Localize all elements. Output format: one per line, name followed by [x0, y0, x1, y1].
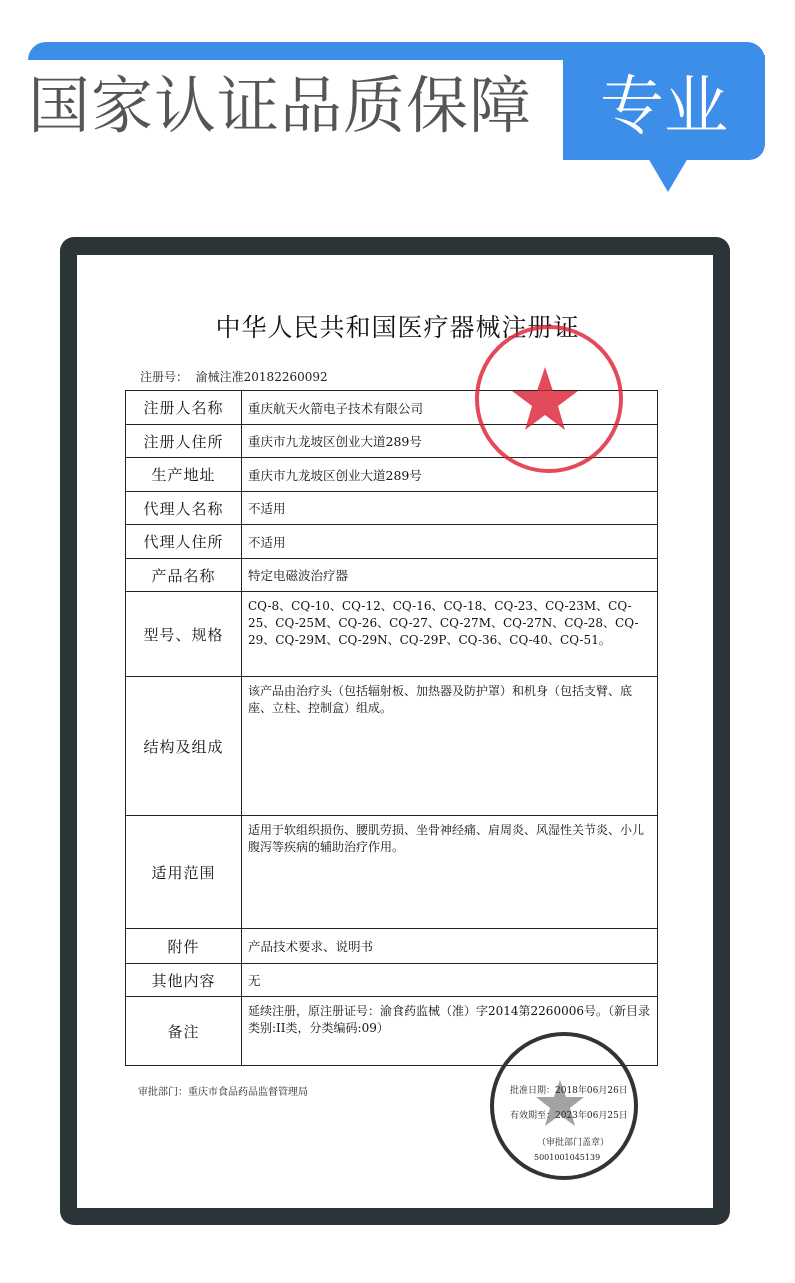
reg-label: 注册号： — [140, 370, 189, 384]
seal-code: 5001001045139 — [534, 1153, 601, 1162]
table-row — [126, 492, 658, 525]
row-label: 适用范围 — [126, 816, 242, 929]
seal-note: （审批部门盖章） — [537, 1138, 610, 1148]
row-value: 适用于软组织损伤、腰肌劳损、坐骨神经痛、肩周炎、风湿性关节炎、小儿腹泻等疾病的辅助治疗作用。 — [242, 816, 658, 929]
row-label: 型号、规格 — [126, 592, 242, 677]
row-value: 重庆市九龙坡区创业大道289号 — [242, 425, 658, 458]
approval-department: 审批部门：重庆市食品药品监督管理局 — [138, 1087, 308, 1098]
row-value: CQ-8、CQ-10、CQ-12、CQ-16、CQ-18、CQ-23、CQ-23M、CQ-25、CQ-25M、CQ-26、CQ-27、CQ-27M、CQ-27N、CQ-28、CQ-29、CQ-29M、CQ-29N、CQ-29P、CQ-36、CQ-40、CQ-51。 — [242, 592, 658, 677]
row-value: 该产品由治疗头（包括辐射板、加热器及防护罩）和机身（包括支臂、底座、立柱、控制盒）组成。 — [242, 677, 658, 816]
row-label: 附件 — [126, 929, 242, 964]
table-row — [126, 677, 658, 816]
row-label: 代理人住所 — [126, 525, 242, 559]
row-label: 注册人名称 — [126, 391, 242, 425]
row-value: 不适用 — [242, 492, 658, 525]
row-label: 代理人名称 — [126, 492, 242, 525]
row-label: 其他内容 — [126, 964, 242, 997]
valid-until: 有效期至：2023年06月25日 — [510, 1111, 628, 1121]
row-value: 产品技术要求、说明书 — [242, 929, 658, 964]
table-row — [126, 592, 658, 677]
row-label: 产品名称 — [126, 559, 242, 592]
table-row — [126, 964, 658, 997]
badge-tail — [648, 158, 688, 192]
banner-headline: 国家认证品质保障 — [28, 69, 533, 142]
table-row — [126, 525, 658, 559]
document-title: 中华人民共和国医疗器械注册证 — [215, 313, 580, 342]
table-row — [126, 929, 658, 964]
approval-date: 批准日期：2018年06月26日 — [510, 1086, 628, 1096]
row-value: 特定电磁波治疗器 — [242, 559, 658, 592]
registration-number — [140, 368, 328, 385]
row-label: 备注 — [126, 997, 242, 1066]
star-icon — [479, 329, 619, 469]
reg-value: 渝械注准20182260092 — [195, 370, 328, 384]
table-row — [126, 559, 658, 592]
table-row — [126, 816, 658, 929]
row-label: 注册人住所 — [126, 425, 242, 458]
certificate-table — [125, 390, 658, 1066]
row-value: 延续注册，原注册证号：渝食药监械（准）字2014第2260006号。（新目录类别:II类，分类编码:09） — [242, 997, 658, 1066]
row-value: 重庆市九龙坡区创业大道289号 — [242, 458, 658, 492]
row-label: 结构及组成 — [126, 677, 242, 816]
company-seal — [475, 325, 623, 473]
row-value: 不适用 — [242, 525, 658, 559]
banner-badge: 专业 — [563, 55, 765, 160]
row-value: 无 — [242, 964, 658, 997]
row-value: 重庆航天火箭电子技术有限公司 — [242, 391, 658, 425]
row-label: 生产地址 — [126, 458, 242, 492]
